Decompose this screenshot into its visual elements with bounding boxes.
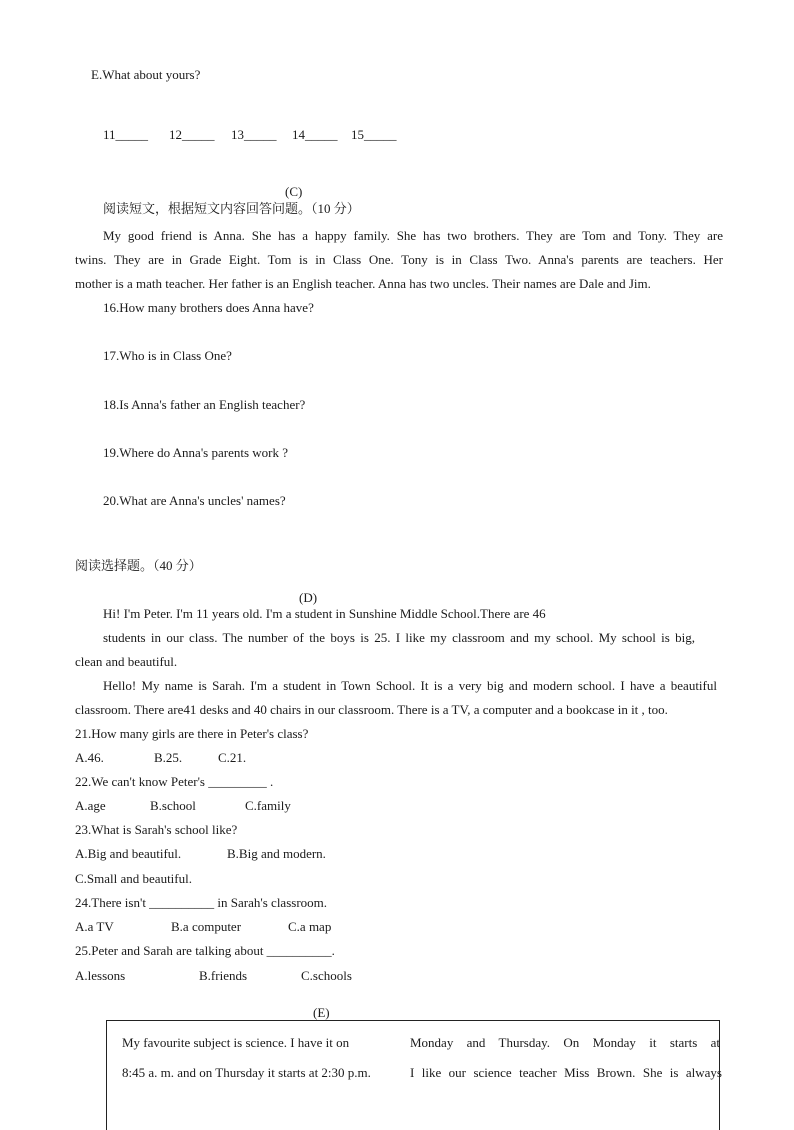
section-d-passage-line-5: classroom. There are41 desks and 40 chairs in our classroom. There is a TV, a computer and a bookcase in it , too. [75,702,668,717]
question-17: 17.Who is in Class One? [103,348,232,363]
section-e-col2-line-1: Monday and Thursday. On Monday it starts at [410,1035,720,1050]
section-d-passage-line-1: Hi! I'm Peter. I'm 11 years old. I'm a student in Sunshine Middle School.There are 46 [103,606,546,621]
question-22-stem: 22.We can't know Peter's _________ . [75,774,274,789]
question-23-stem: 23.What is Sarah's school like? [75,822,238,837]
question-21-stem: 21.How many girls are there in Peter's class? [75,726,309,741]
question-24-option-a: A.a TV [75,919,114,934]
question-21-option-c: C.21. [218,750,247,765]
section-e-col1-line-2: 8:45 a. m. and on Thursday it starts at 2:30 p.m. [122,1065,371,1080]
section-c-passage-line-3: mother is a math teacher. Her father is an English teacher. Anna has two uncles. Their names are Dale and Jim. [75,276,651,291]
question-22-option-a: A.age [75,798,106,813]
question-25-option-a: A.lessons [75,968,126,983]
question-25-option-b: B.friends [199,968,248,983]
section-c-heading: (C) [285,184,303,199]
section-e-col2-line-2: I like our science teacher Miss Brown. She is always [410,1065,722,1080]
answer-blank-13: 13_____ [231,127,277,142]
section-d-instruction: 阅读选择题。（40 分） [75,558,202,573]
question-20: 20.What are Anna's uncles' names? [103,493,286,508]
answer-blank-12: 12_____ [169,127,215,142]
question-16: 16.How many brothers does Anna have? [103,300,314,315]
section-d-passage-line-2: students in our class. The number of the boys is 25. I like my classroom and my school. My school is big, [103,630,695,645]
question-21-option-b: B.25. [154,750,183,765]
section-c-passage-line-2: twins. They are in Grade Eight. Tom is in Class One. Tony is in Class Two. Anna's parents are teachers. Her [75,252,723,267]
answer-blank-14: 14_____ [292,127,338,142]
section-c-instruction: 阅读短文，根据短文内容回答问题。（10 分） [103,201,360,216]
question-23-option-b: B.Big and modern. [227,846,326,861]
question-25-stem: 25.Peter and Sarah are talking about __________. [75,943,335,958]
question-19: 19.Where do Anna's parents work ? [103,445,289,460]
question-24-stem: 24.There isn't __________ in Sarah's classroom. [75,895,328,910]
question-22-option-b: B.school [150,798,196,813]
answer-blank-15: 15_____ [351,127,397,142]
question-25-option-c: C.schools [301,968,352,983]
question-24-option-b: B.a computer [171,919,242,934]
section-d-heading: (D) [299,590,318,605]
section-c-passage-line-1: My good friend is Anna. She has a happy family. She has two brothers. They are Tom and Tony. They are [103,228,723,243]
question-24-option-c: C.a map [288,919,332,934]
section-e-col1-line-1: My favourite subject is science. I have it on [122,1035,350,1050]
question-18: 18.Is Anna's father an English teacher? [103,397,306,412]
section-d-passage-line-4: Hello! My name is Sarah. I'm a student in Town School. It is a very big and modern school. I have a beautiful [103,678,717,693]
question-22-option-c: C.family [245,798,291,813]
question-23-option-a: A.Big and beautiful. [75,846,182,861]
answer-blank-11: 11_____ [103,127,149,142]
question-21-option-a: A.46. [75,750,104,765]
section-d-passage-line-3: clean and beautiful. [75,654,178,669]
question-23-option-c: C.Small and beautiful. [75,871,192,886]
option-e: E.What about yours? [91,67,201,82]
section-e-heading: (E) [313,1005,330,1020]
